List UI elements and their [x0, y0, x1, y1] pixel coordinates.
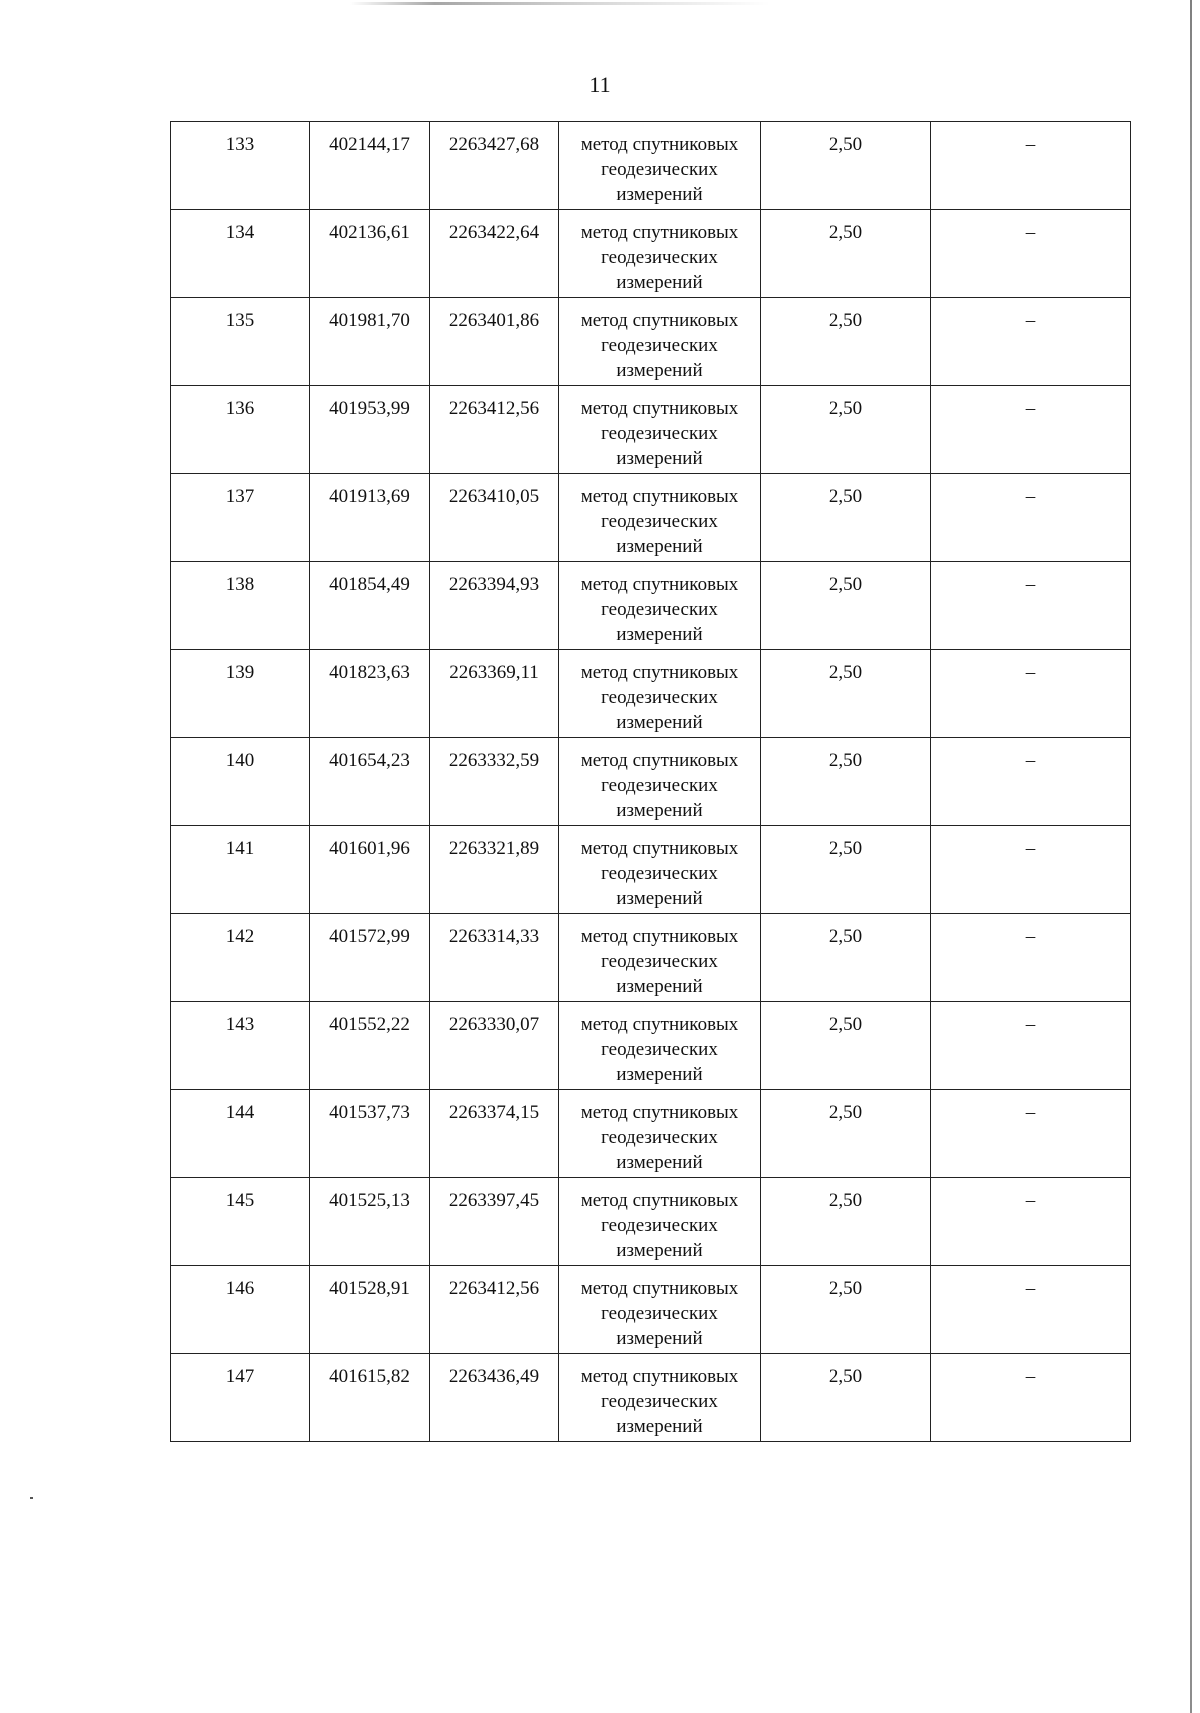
- scan-edge-right: [1190, 0, 1192, 1713]
- coordinates-table-body: [171, 122, 1131, 1442]
- point-number-cell: 139: [171, 650, 310, 738]
- point-number-cell: 134: [171, 210, 310, 298]
- method-cell: метод спутниковых геодезических измерений: [559, 650, 761, 738]
- y-coordinate-cell: 2263427,68: [430, 122, 559, 210]
- point-number-cell: 141: [171, 826, 310, 914]
- note-cell: –: [931, 650, 1131, 738]
- coordinates-table: [170, 121, 1131, 1442]
- accuracy-cell: 2,50: [761, 386, 931, 474]
- point-number-cell: 135: [171, 298, 310, 386]
- x-coordinate-cell: 402144,17: [310, 122, 430, 210]
- method-cell: метод спутниковых геодезических измерений: [559, 386, 761, 474]
- accuracy-cell: 2,50: [761, 474, 931, 562]
- page-number: 11: [589, 72, 611, 97]
- y-coordinate-cell: 2263321,89: [430, 826, 559, 914]
- y-coordinate-cell: 2263412,56: [430, 1266, 559, 1354]
- x-coordinate-cell: 401552,22: [310, 1002, 430, 1090]
- method-cell: метод спутниковых геодезических измерений: [559, 298, 761, 386]
- method-cell: метод спутниковых геодезических измерений: [559, 210, 761, 298]
- note-cell: –: [931, 386, 1131, 474]
- point-number-cell: 136: [171, 386, 310, 474]
- x-coordinate-cell: 401823,63: [310, 650, 430, 738]
- note-cell: –: [931, 122, 1131, 210]
- point-number-cell: 140: [171, 738, 310, 826]
- y-coordinate-cell: 2263422,64: [430, 210, 559, 298]
- x-coordinate-cell: 401537,73: [310, 1090, 430, 1178]
- y-coordinate-cell: 2263314,33: [430, 914, 559, 1002]
- point-number-cell: 147: [171, 1354, 310, 1442]
- accuracy-cell: 2,50: [761, 914, 931, 1002]
- point-number-cell: 145: [171, 1178, 310, 1266]
- table-row: [171, 1354, 1131, 1442]
- method-cell: метод спутниковых геодезических измерений: [559, 738, 761, 826]
- table-row: [171, 1266, 1131, 1354]
- note-cell: –: [931, 1354, 1131, 1442]
- x-coordinate-cell: 401572,99: [310, 914, 430, 1002]
- x-coordinate-cell: 401601,96: [310, 826, 430, 914]
- method-cell: метод спутниковых геодезических измерений: [559, 1354, 761, 1442]
- note-cell: –: [931, 914, 1131, 1002]
- accuracy-cell: 2,50: [761, 1090, 931, 1178]
- table-row: [171, 650, 1131, 738]
- accuracy-cell: 2,50: [761, 1354, 931, 1442]
- accuracy-cell: 2,50: [761, 562, 931, 650]
- y-coordinate-cell: 2263374,15: [430, 1090, 559, 1178]
- table-row: [171, 1178, 1131, 1266]
- accuracy-cell: 2,50: [761, 210, 931, 298]
- x-coordinate-cell: 402136,61: [310, 210, 430, 298]
- table-row: [171, 474, 1131, 562]
- accuracy-cell: 2,50: [761, 122, 931, 210]
- table-row: [171, 738, 1131, 826]
- method-cell: метод спутниковых геодезических измерений: [559, 1266, 761, 1354]
- y-coordinate-cell: 2263394,93: [430, 562, 559, 650]
- note-cell: –: [931, 474, 1131, 562]
- y-coordinate-cell: 2263410,05: [430, 474, 559, 562]
- x-coordinate-cell: 401615,82: [310, 1354, 430, 1442]
- method-cell: метод спутниковых геодезических измерений: [559, 474, 761, 562]
- note-cell: –: [931, 210, 1131, 298]
- note-cell: –: [931, 1090, 1131, 1178]
- point-number-cell: 133: [171, 122, 310, 210]
- table-row: [171, 562, 1131, 650]
- method-cell: метод спутниковых геодезических измерений: [559, 122, 761, 210]
- y-coordinate-cell: 2263369,11: [430, 650, 559, 738]
- accuracy-cell: 2,50: [761, 738, 931, 826]
- table-row: [171, 914, 1131, 1002]
- table-row: [171, 386, 1131, 474]
- x-coordinate-cell: 401981,70: [310, 298, 430, 386]
- y-coordinate-cell: 2263332,59: [430, 738, 559, 826]
- method-cell: метод спутниковых геодезических измерений: [559, 826, 761, 914]
- note-cell: –: [931, 1178, 1131, 1266]
- point-number-cell: 143: [171, 1002, 310, 1090]
- accuracy-cell: 2,50: [761, 1266, 931, 1354]
- note-cell: –: [931, 298, 1131, 386]
- table-row: [171, 210, 1131, 298]
- note-cell: –: [931, 738, 1131, 826]
- y-coordinate-cell: 2263412,56: [430, 386, 559, 474]
- table-row: [171, 298, 1131, 386]
- x-coordinate-cell: 401953,99: [310, 386, 430, 474]
- table-row: [171, 826, 1131, 914]
- scan-edge-top: [350, 2, 770, 5]
- table-row: [171, 1002, 1131, 1090]
- note-cell: –: [931, 1002, 1131, 1090]
- x-coordinate-cell: 401525,13: [310, 1178, 430, 1266]
- note-cell: –: [931, 826, 1131, 914]
- table-row: [171, 122, 1131, 210]
- table-row: [171, 1090, 1131, 1178]
- method-cell: метод спутниковых геодезических измерений: [559, 914, 761, 1002]
- accuracy-cell: 2,50: [761, 298, 931, 386]
- point-number-cell: 144: [171, 1090, 310, 1178]
- method-cell: метод спутниковых геодезических измерений: [559, 562, 761, 650]
- y-coordinate-cell: 2263401,86: [430, 298, 559, 386]
- x-coordinate-cell: 401913,69: [310, 474, 430, 562]
- accuracy-cell: 2,50: [761, 826, 931, 914]
- point-number-cell: 138: [171, 562, 310, 650]
- point-number-cell: 142: [171, 914, 310, 1002]
- x-coordinate-cell: 401528,91: [310, 1266, 430, 1354]
- y-coordinate-cell: 2263436,49: [430, 1354, 559, 1442]
- method-cell: метод спутниковых геодезических измерений: [559, 1090, 761, 1178]
- accuracy-cell: 2,50: [761, 650, 931, 738]
- x-coordinate-cell: 401654,23: [310, 738, 430, 826]
- method-cell: метод спутниковых геодезических измерений: [559, 1178, 761, 1266]
- accuracy-cell: 2,50: [761, 1178, 931, 1266]
- point-number-cell: 146: [171, 1266, 310, 1354]
- point-number-cell: 137: [171, 474, 310, 562]
- y-coordinate-cell: 2263397,45: [430, 1178, 559, 1266]
- scan-speck: [30, 1497, 33, 1499]
- note-cell: –: [931, 562, 1131, 650]
- method-cell: метод спутниковых геодезических измерений: [559, 1002, 761, 1090]
- x-coordinate-cell: 401854,49: [310, 562, 430, 650]
- note-cell: –: [931, 1266, 1131, 1354]
- y-coordinate-cell: 2263330,07: [430, 1002, 559, 1090]
- accuracy-cell: 2,50: [761, 1002, 931, 1090]
